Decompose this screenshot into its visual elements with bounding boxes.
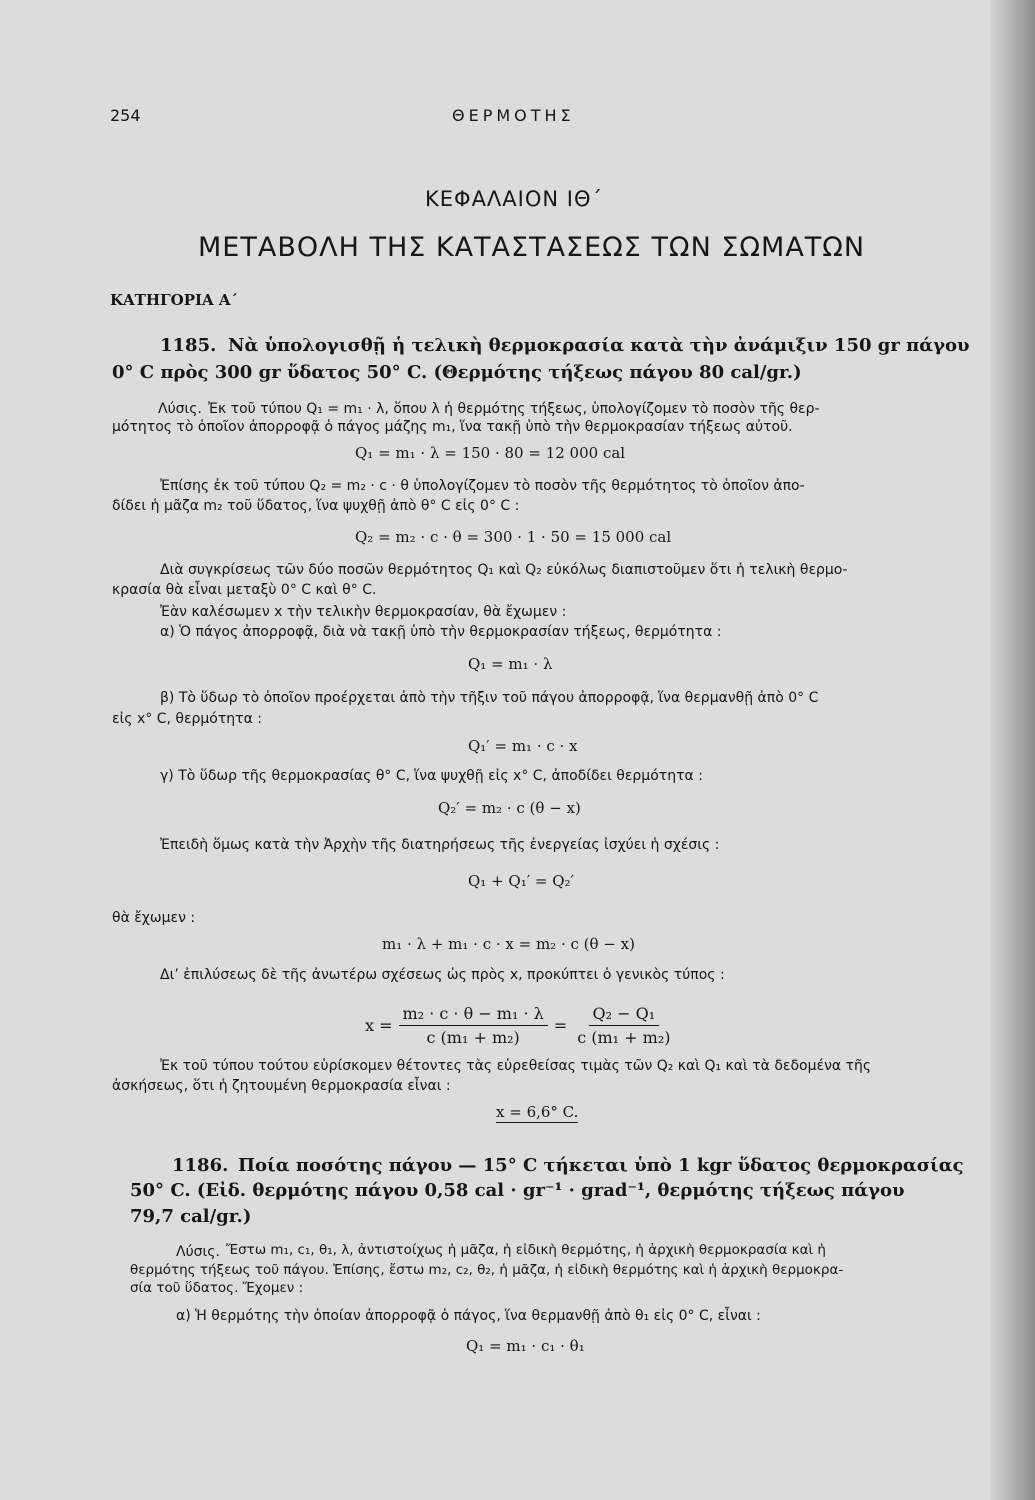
- body-text: ἀσκήσεως, ὅτι ἡ ζητουμένη θερμοκρασία εἶναι :: [112, 1078, 451, 1094]
- equation: Q₁ + Q₁′ = Q₂′: [468, 872, 574, 890]
- problem-1185-statement: Νὰ ὑπολογισθῇ ἡ τελικὴ θερμοκρασία κατὰ τὴν ἀνάμιξιν 150 gr πάγου: [228, 335, 970, 356]
- equation: Q₁′ = m₁ · c · x: [468, 737, 578, 755]
- body-text: Ἔστω m₁, c₁, θ₁, λ, ἀντιστοίχως ἡ μᾶζα, ἡ εἰδικὴ θερμότης, ἡ ἀρχικὴ θερμοκρασία καὶ ἡ: [226, 1242, 826, 1258]
- body-text: Δι’ ἐπιλύσεως δὲ τῆς ἀνωτέρω σχέσεως ὡς πρὸς x, προκύπτει ὁ γενικὸς τύπος :: [160, 967, 725, 983]
- body-text: θὰ ἔχωμεν :: [112, 910, 196, 926]
- body-text: σία τοῦ ὕδατος. Ἔχομεν :: [130, 1280, 304, 1296]
- body-text: Ἐπίσης ἐκ τοῦ τύπου Q₂ = m₂ · c · θ ὑπολογίζομεν τὸ ποσὸν τῆς θερμότητος τὸ ὁποῖον ἀπο-: [160, 478, 805, 494]
- equation: Q₁ = m₁ · c₁ · θ₁: [466, 1337, 585, 1355]
- chapter-label: ΚΕΦΑΛΑΙΟΝ ΙΘ΄: [425, 187, 603, 211]
- body-text: θερμότης τήξεως τοῦ πάγου. Ἐπίσης, ἔστω m₂, c₂, θ₂, ἡ μᾶζα, ἡ εἰδικὴ θερμότης καὶ ἡ ἀρχικὴ θερμοκρα-: [130, 1262, 844, 1278]
- body-text: Ἐκ τοῦ τύπου Q₁ = m₁ · λ, ὅπου λ ἡ θερμότης τήξεως, ὑπολογίζομεν τὸ ποσὸν τῆς θερ-: [208, 401, 820, 417]
- body-text: εἰς x° C, θερμότητα :: [112, 711, 263, 727]
- category-heading: ΚΑΤΗΓΟΡΙΑ Α΄: [110, 291, 239, 309]
- problem-1186-statement: 79,7 cal/gr.): [130, 1206, 252, 1227]
- equation: Q₂ = m₂ · c · θ = 300 · 1 · 50 = 15 000 cal: [355, 528, 672, 546]
- running-title: ΘΕΡΜΟΤΗΣ: [452, 106, 575, 125]
- equation: Q₁ = m₁ · λ = 150 · 80 = 12 000 cal: [355, 444, 626, 462]
- general-formula: [365, 1004, 680, 1047]
- page-number: 254: [110, 106, 141, 125]
- final-result: x = 6,6° C.: [496, 1103, 579, 1121]
- problem-1186-statement: 50° C. (Εἰδ. θερμότης πάγου 0,58 cal · gr⁻¹ · grad⁻¹, θερμότης τήξεως πάγου: [130, 1180, 905, 1201]
- fraction-numerator: Q₂ − Q₁: [589, 1004, 660, 1026]
- equation: m₁ · λ + m₁ · c · x = m₂ · c (θ − x): [382, 935, 635, 953]
- body-text: β) Τὸ ὕδωρ τὸ ὁποῖον προέρχεται ἀπὸ τὴν τῆξιν τοῦ πάγου ἀπορροφᾷ, ἵνα θερμανθῇ ἀπὸ 0° C: [160, 690, 819, 706]
- body-text: Ἐκ τοῦ τύπου τούτου εὑρίσκομεν θέτοντες τὰς εὑρεθείσας τιμὰς τῶν Q₂ καὶ Q₁ καὶ τὰ δεδομένα τῆς: [160, 1058, 872, 1074]
- fraction-denominator: c (m₁ + m₂): [426, 1028, 520, 1047]
- body-text: γ) Τὸ ὕδωρ τῆς θερμοκρασίας θ° C, ἵνα ψυχθῇ εἰς x° C, ἀποδίδει θερμότητα :: [160, 768, 703, 784]
- solution-label: Λύσις.: [176, 1244, 220, 1260]
- body-text: Ἐὰν καλέσωμεν x τὴν τελικὴν θερμοκρασίαν, θὰ ἔχωμεν :: [160, 604, 567, 620]
- fraction-numerator: m₂ · c · θ − m₁ · λ: [399, 1004, 548, 1026]
- problem-1185-number: 1185.: [160, 335, 217, 356]
- solution-label: Λύσις.: [158, 401, 202, 417]
- body-text: Ἐπειδὴ ὅμως κατὰ τὴν Ἀρχὴν τῆς διατηρήσεως τῆς ἐνεργείας ἰσχύει ἡ σχέσις :: [160, 837, 720, 853]
- body-text: δίδει ἡ μᾶζα m₂ τοῦ ὕδατος, ἵνα ψυχθῇ ἀπὸ θ° C εἰς 0° C :: [112, 498, 520, 514]
- equation: Q₂′ = m₂ · c (θ − x): [438, 799, 581, 817]
- page-edge-shadow: [990, 0, 1035, 1500]
- body-text: Διὰ συγκρίσεως τῶν δύο ποσῶν θερμότητος Q₁ καὶ Q₂ εὐκόλως διαπιστοῦμεν ὅτι ἡ τελικὴ θερμο-: [160, 562, 848, 578]
- equation: Q₁ = m₁ · λ: [468, 655, 553, 673]
- formula-equals: =: [553, 1016, 568, 1035]
- fraction: [573, 1004, 674, 1047]
- fraction-denominator: c (m₁ + m₂): [577, 1028, 671, 1047]
- problem-1186-statement: Ποία ποσότης πάγου — 15° C τήκεται ὑπὸ 1 kgr ὕδατος θερμοκρασίας: [238, 1155, 964, 1176]
- chapter-title: ΜΕΤΑΒΟΛΗ ΤΗΣ ΚΑΤΑΣΤΑΣΕΩΣ ΤΩΝ ΣΩΜΑΤΩΝ: [198, 232, 866, 263]
- body-text: μότητος τὸ ὁποῖον ἀπορροφᾷ ὁ πάγος μάζης m₁, ἵνα τακῇ ὑπὸ τὴν θερμοκρασίαν τήξεως αὐτοῦ.: [112, 419, 793, 435]
- body-text: α) Ὁ πάγος ἀπορροφᾷ, διὰ νὰ τακῇ ὑπὸ τὴν θερμοκρασίαν τήξεως, θερμότητα :: [160, 624, 722, 640]
- problem-1185-statement: 0° C πρὸς 300 gr ὕδατος 50° C. (Θερμότης τήξεως πάγου 80 cal/gr.): [112, 362, 802, 383]
- fraction: [399, 1004, 548, 1047]
- body-text: κρασία θὰ εἶναι μεταξὺ 0° C καὶ θ° C.: [112, 582, 377, 598]
- body-text: α) Ἡ θερμότης τὴν ὁποίαν ἀπορροφᾷ ὁ πάγος, ἵνα θερμανθῇ ἀπὸ θ₁ εἰς 0° C, εἶναι :: [176, 1308, 761, 1324]
- formula-lhs: x =: [365, 1016, 393, 1035]
- problem-1186-number: 1186.: [172, 1155, 229, 1176]
